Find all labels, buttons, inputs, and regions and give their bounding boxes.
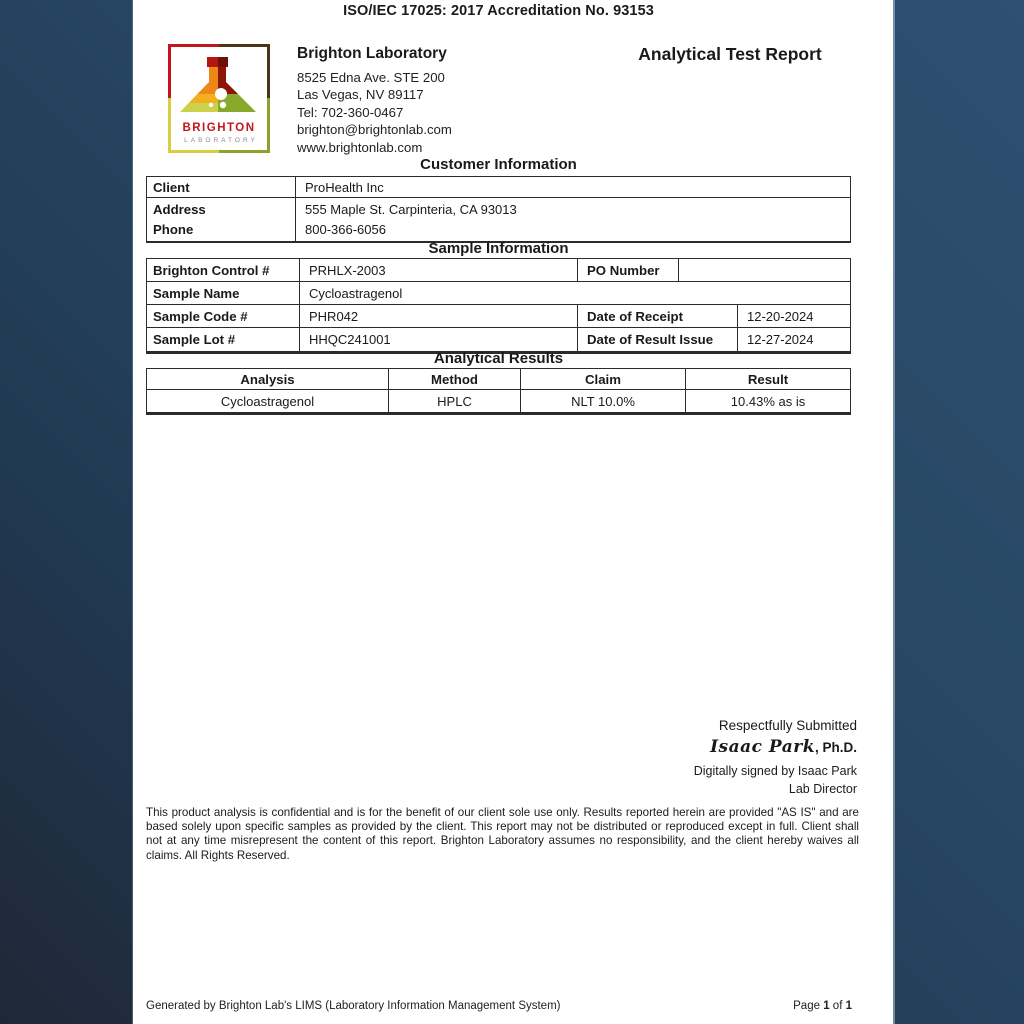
sample-code-label-cell: Sample Code #	[147, 305, 300, 327]
column-header-analysis: Analysis	[147, 369, 389, 389]
respectfully-submitted-text: Respectfully Submitted	[718, 718, 857, 733]
po-number-value-cell	[679, 259, 850, 281]
column-header-claim: Claim	[521, 369, 686, 389]
sample-lot-value-cell: HHQC241001	[300, 328, 578, 351]
client-label-cell: Client	[147, 177, 296, 197]
table-row	[147, 177, 850, 198]
signature-script-name: Isaac Park	[710, 737, 815, 757]
table-row	[147, 328, 850, 351]
table-row	[147, 282, 850, 305]
page-number: 1	[823, 1000, 830, 1012]
customer-information-heading: Customer Information	[420, 156, 577, 173]
lab-email: brighton@brightonlab.com	[297, 122, 452, 138]
analytical-results-table	[146, 368, 851, 415]
sample-name-label-cell: Sample Name	[147, 282, 300, 304]
flask-icon	[168, 44, 270, 153]
lab-phone: Tel: 702-360-0467	[297, 104, 404, 120]
result-value-cell: 10.43% as is	[730, 393, 806, 409]
lab-address-line1: 8525 Edna Ave. STE 200	[297, 70, 445, 85]
signature-degree-suffix: , Ph.D.	[814, 740, 857, 755]
date-of-result-issue-label-cell: Date of Result Issue	[578, 328, 738, 351]
page-total: 1	[845, 1000, 852, 1012]
sample-information-table	[146, 258, 851, 354]
signature-name-line	[694, 737, 857, 757]
lab-logo	[168, 44, 270, 153]
page-number-indicator	[793, 1000, 852, 1012]
analytical-results-heading: Analytical Results	[433, 350, 564, 367]
lab-website: www.brightonlab.com	[297, 139, 423, 155]
table-row	[147, 390, 850, 412]
sample-lot-label-cell: Sample Lot #	[147, 328, 300, 351]
table-row	[147, 259, 850, 282]
digitally-signed-text: Digitally signed by Isaac Park	[693, 764, 857, 778]
table-row	[147, 198, 850, 241]
client-value-cell: ProHealth Inc	[305, 179, 384, 195]
sample-name-value-cell: Cycloastragenol	[309, 285, 403, 301]
sample-code-value-cell: PHR042	[300, 305, 578, 327]
result-method-cell: HPLC	[389, 390, 521, 412]
address-label: Address	[153, 202, 206, 217]
disclaimer-text: This product analysis is confidential and is for the benefit of our client sole use only. Results reported herein are provided "AS IS" and are based solely upon specific samples as provided by the client. This report may not be distributed or reproduced except in full. Client shall not at any time misrepresent the content of this report. Brighton Laboratory assumes no responsibility, and the client hereby waives all claims. All Rights Reserved.	[146, 806, 859, 862]
address-phone-value-cell	[296, 198, 850, 241]
column-header-method: Method	[389, 369, 521, 389]
result-claim-cell: NLT 10.0%	[521, 390, 686, 412]
column-header-result: Result	[747, 371, 789, 387]
lab-director-text: Lab Director	[788, 782, 857, 796]
address-phone-label-cell	[147, 198, 296, 241]
control-number-label-cell: Brighton Control #	[147, 259, 300, 281]
result-analysis-cell: Cycloastragenol	[147, 390, 389, 412]
page-word: Page	[793, 1000, 824, 1012]
date-of-receipt-label-cell: Date of Receipt	[578, 305, 738, 327]
logo-sub-text: LABORATORY	[184, 137, 258, 144]
report-page	[133, 0, 893, 1024]
signature-block	[694, 718, 857, 796]
of-word: of	[829, 1000, 846, 1012]
lab-info-block	[297, 45, 452, 156]
phone-label: Phone	[153, 221, 194, 237]
table-header-row	[147, 369, 850, 390]
accreditation-line: ISO/IEC 17025: 2017 Accreditation No. 93153	[343, 3, 654, 19]
date-of-result-issue-value-cell: 12-27-2024	[747, 332, 814, 347]
sample-information-heading: Sample Information	[428, 240, 569, 257]
phone-value: 800-366-6056	[305, 221, 386, 237]
generated-by-text: Generated by Brighton Lab's LIMS (Laboratory Information Management System)	[146, 1000, 561, 1012]
lab-name: Brighton Laboratory	[297, 45, 447, 62]
page-footer	[146, 1000, 852, 1012]
table-row	[147, 305, 850, 328]
control-number-value-cell: PRHLX-2003	[300, 259, 578, 281]
report-title: Analytical Test Report	[638, 44, 822, 64]
lab-address-line2: Las Vegas, NV 89117	[297, 87, 424, 103]
address-value: 555 Maple St. Carpinteria, CA 93013	[305, 202, 517, 217]
logo-brand-text: BRIGHTON	[182, 122, 256, 134]
date-of-receipt-value-cell: 12-20-2024	[747, 308, 814, 324]
po-number-label-cell: PO Number	[578, 259, 679, 281]
customer-information-table	[146, 176, 851, 243]
